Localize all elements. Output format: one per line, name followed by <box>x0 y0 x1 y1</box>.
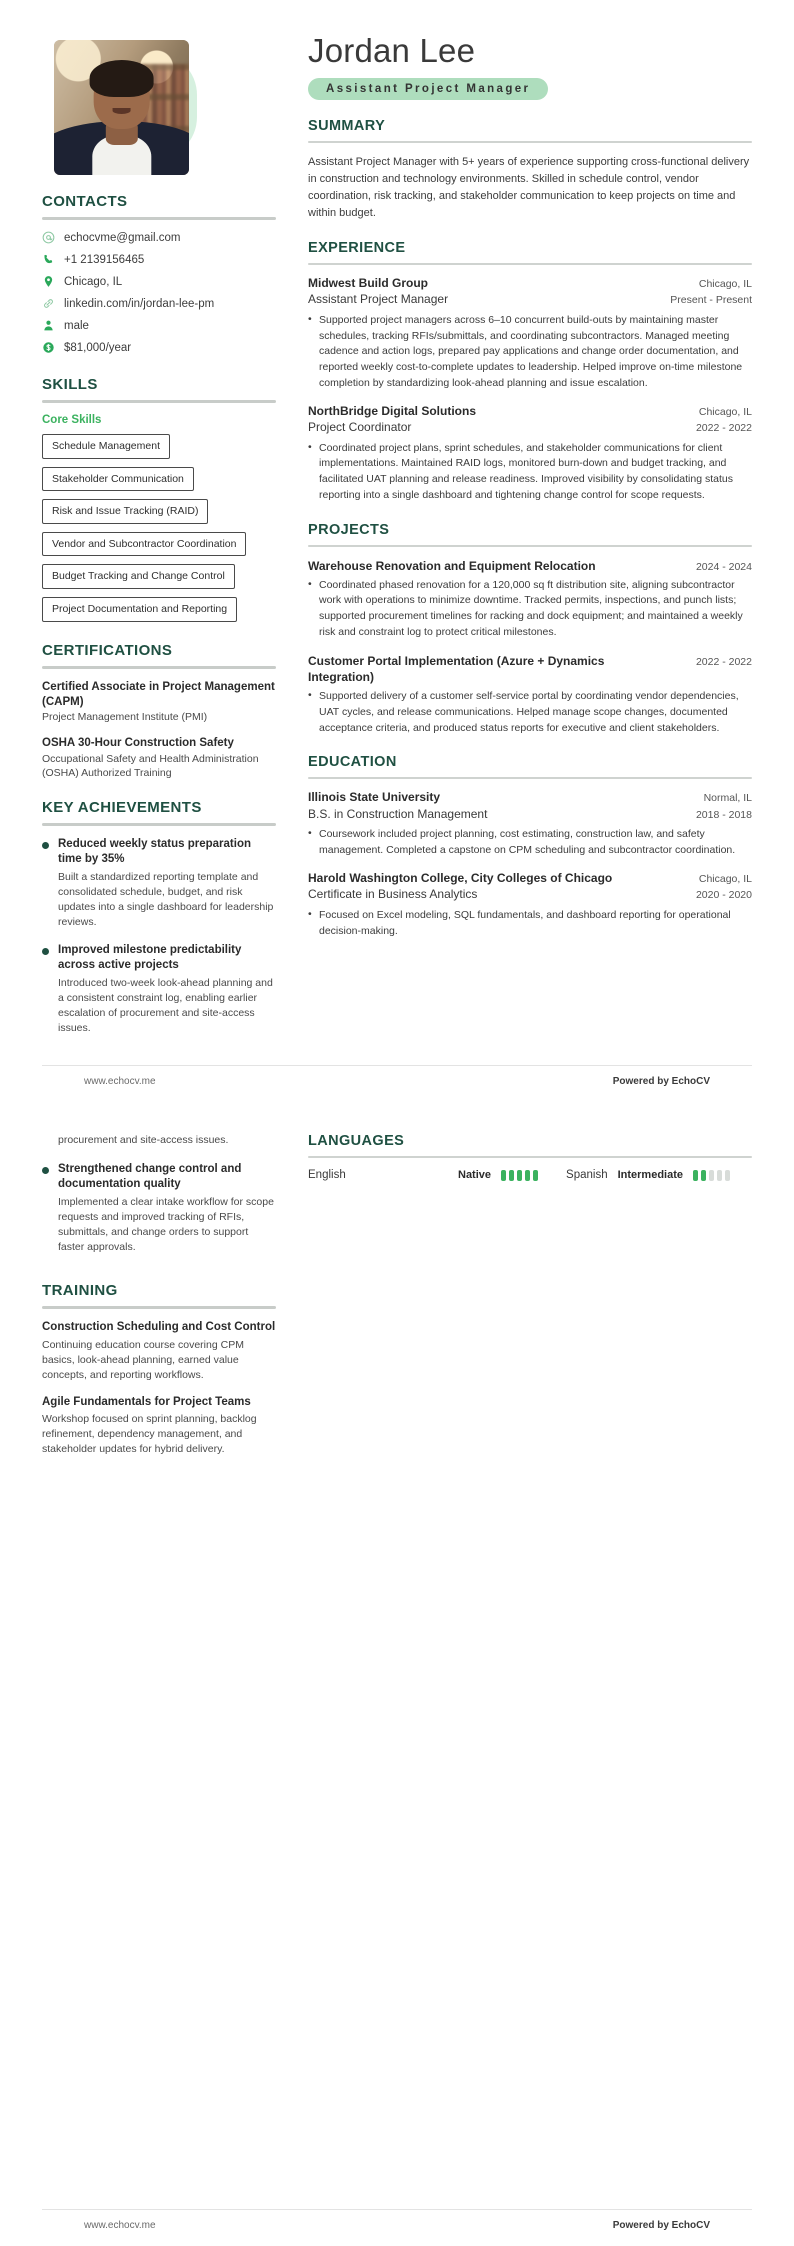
achievements-heading: KEY ACHIEVEMENTS <box>42 798 202 816</box>
contact-email-value: echocvme@gmail.com <box>64 231 181 244</box>
contacts-divider <box>42 217 276 220</box>
footer-site[interactable]: www.echocv.me <box>84 1075 156 1087</box>
achievement-desc: Built a standardized reporting template and consolidated schedule, budget, and risk updates into a single dashboard for leadership reviews. <box>58 871 274 928</box>
contact-salary-value: $81,000/year <box>64 341 132 354</box>
sidebar-continued <box>42 1133 294 1469</box>
summary-section <box>308 118 752 222</box>
language-name: English <box>308 1169 346 1181</box>
projects-heading: PROJECTS <box>308 521 390 538</box>
language-proficiency-dots <box>501 1170 538 1181</box>
training-desc: Continuing education course covering CPM basics, look-ahead planning, earned value concepts, and reporting workflows. <box>42 1338 244 1381</box>
training-desc: Workshop focused on sprint planning, backlog refinement, dependency management, and stakeholder updates for hybrid delivery. <box>42 1413 257 1456</box>
main-content-page2 <box>294 1133 752 1181</box>
education-dates: 2020 - 2020 <box>695 889 752 902</box>
training-heading: TRAINING <box>42 1281 118 1299</box>
footer-powered-by: Powered by EchoCV <box>612 2220 710 2232</box>
bullet-item: • Coordinated phased renovation for a 120,000 sq ft distribution site, aligning subcontractor work with operations to minimize downtime. Tracked permits, inspections, and punch lists; supported procurement timelines for racking and dock equipment; and maintained a weekly risk and constraint log to protect critical milestones. <box>308 578 752 641</box>
languages-section <box>308 1133 752 1181</box>
skill-chip: Project Documentation and Reporting <box>42 597 237 622</box>
resume-sheet-2 <box>0 1123 794 2246</box>
projects-section <box>308 522 752 737</box>
language-level: Intermediate <box>617 1169 684 1181</box>
achievement-desc: Introduced two-week look-ahead planning and a consistent constraint log, enabling earlier escalation of procurement and site-access issues. <box>58 977 273 1034</box>
bullet-item: • Supported project managers across 6–10 concurrent build-outs by maintaining master schedules, tracking RFIs/submittals, and coordinating subcontractors. Managed meeting cadence and action logs, prepared pay applications and change order documentation, and reported weekly cost-to-complete updates to leadership. Helped improve on-time milestone completion by standardizing look-ahead planning and issue escalation. <box>308 313 752 392</box>
avatar <box>54 40 189 175</box>
education-heading: EDUCATION <box>308 754 397 771</box>
education-divider <box>308 777 752 779</box>
experience-item <box>308 404 752 504</box>
education-section <box>308 754 752 939</box>
contact-list <box>42 231 276 354</box>
two-column-layout <box>42 34 752 1049</box>
skills-chip-list <box>42 434 276 622</box>
certification-org: Occupational Safety and Health Administration (OSHA) Authorized Training <box>42 752 259 779</box>
skill-chip: Vendor and Subcontractor Coordination <box>42 532 246 557</box>
training-divider <box>42 1306 276 1309</box>
page-footer-2 <box>42 2209 752 2245</box>
education-dates: 2018 - 2018 <box>695 808 752 821</box>
achievement-title: Improved milestone predictability across active projects <box>58 943 242 972</box>
bullet-item: • Supported delivery of a customer self-service portal by coordinating vendor dependencies, UAT cycles, and release communications. Helped manage scope changes, documented acceptance criteria, and produced status reports for executive and client stakeholders. <box>308 689 752 736</box>
experience-dates: 2022 - 2022 <box>695 422 752 435</box>
achievement-item <box>42 1162 276 1255</box>
achievement-title: Strengthened change control and documentation quality <box>58 1162 242 1191</box>
training-name: Construction Scheduling and Cost Control <box>42 1320 276 1333</box>
experience-role: Project Coordinator <box>308 420 412 435</box>
project-item <box>308 653 752 737</box>
bullet-item: • Focused on Excel modeling, SQL fundamentals, and dashboard reporting for operational decision-making. <box>308 908 752 940</box>
project-bullets <box>308 578 752 641</box>
contact-location-value: Chicago, IL <box>64 275 123 288</box>
email-icon <box>42 231 55 244</box>
languages-heading: LANGUAGES <box>308 1133 405 1149</box>
contact-salary <box>42 341 276 354</box>
contact-phone-value: +1 2139156465 <box>64 253 145 266</box>
experience-divider <box>308 263 752 265</box>
bullet-dot-icon <box>42 1167 49 1174</box>
location-pin-icon <box>42 275 55 288</box>
bullet-dot-icon <box>42 948 49 955</box>
contact-phone[interactable] <box>42 253 276 266</box>
achievement-title: Reduced weekly status preparation time by 35% <box>58 837 252 866</box>
language-level: Native <box>458 1169 492 1181</box>
education-degree: B.S. in Construction Management <box>308 806 488 821</box>
certification-list <box>42 680 276 780</box>
experience-item <box>308 276 752 392</box>
footer-site[interactable]: www.echocv.me <box>84 2220 156 2232</box>
experience-heading: EXPERIENCE <box>308 239 406 256</box>
skill-chip: Risk and Issue Tracking (RAID) <box>42 499 208 524</box>
skill-chip: Schedule Management <box>42 434 170 459</box>
salary-icon <box>42 341 55 354</box>
achievement-item <box>42 837 276 930</box>
link-icon <box>42 297 55 310</box>
experience-location: Chicago, IL <box>698 277 752 290</box>
education-location: Chicago, IL <box>698 872 752 885</box>
education-degree: Certificate in Business Analytics <box>308 887 478 902</box>
skills-heading: SKILLS <box>42 376 98 393</box>
achievement-list-continued <box>42 1133 276 1255</box>
certifications-divider <box>42 666 276 669</box>
experience-bullets <box>308 313 752 392</box>
summary-text: Assistant Project Manager with 5+ years of experience supporting cross-functional delivery in construction and technology environments. Skilled in schedule control, vendor coordination, risk tracking, and stakeholder communication to keep projects on time and within budget. <box>308 155 750 219</box>
page-title: Jordan Lee <box>308 32 476 69</box>
contact-location <box>42 275 276 288</box>
project-title: Warehouse Renovation and Equipment Relocation <box>308 558 596 573</box>
training-name: Agile Fundamentals for Project Teams <box>42 1395 251 1408</box>
contact-linkedin[interactable] <box>42 297 276 310</box>
contact-gender <box>42 319 276 332</box>
language-name: Spanish <box>566 1169 608 1181</box>
languages-divider <box>308 1156 752 1158</box>
education-location: Normal, IL <box>703 792 752 805</box>
education-school: Harold Washington College, City Colleges of Chicago <box>308 870 613 885</box>
summary-divider <box>308 141 752 143</box>
phone-icon <box>42 253 55 266</box>
two-column-layout-page2 <box>42 1133 752 1469</box>
language-row <box>308 1169 752 1181</box>
skills-divider <box>42 400 276 403</box>
education-school: Illinois State University <box>308 790 441 805</box>
skill-chip: Stakeholder Communication <box>42 467 194 492</box>
certification-name: Certified Associate in Project Management (CAPM) <box>42 680 275 708</box>
project-dates: 2022 - 2022 <box>695 655 752 668</box>
project-bullets <box>308 689 752 736</box>
certifications-heading: CERTIFICATIONS <box>42 641 173 659</box>
contact-gender-value: male <box>64 319 89 332</box>
experience-org: NorthBridge Digital Solutions <box>308 403 476 418</box>
certification-name: OSHA 30-Hour Construction Safety <box>42 736 234 749</box>
sidebar <box>42 34 294 1049</box>
person-icon <box>42 319 55 332</box>
experience-bullets <box>308 441 752 504</box>
certification-org: Project Management Institute (PMI) <box>42 711 208 724</box>
job-title-badge: Assistant Project Manager <box>308 78 548 100</box>
education-item <box>308 871 752 939</box>
projects-divider <box>308 545 752 547</box>
experience-section <box>308 240 752 504</box>
footer-powered-by: Powered by EchoCV <box>612 1075 710 1087</box>
certification-item <box>42 680 276 725</box>
skill-chip: Budget Tracking and Change Control <box>42 564 235 589</box>
summary-heading: SUMMARY <box>308 117 386 134</box>
page-footer-1 <box>42 1065 752 1101</box>
achievement-list <box>42 837 276 1036</box>
bullet-item: • Coordinated project plans, sprint schedules, and stakeholder communications for client implementations. Maintained RAID logs, monitored burn-down and budget tracking, and facilitated UAT planning and release readiness. Improved visibility by consolidating status reporting into a single dashboard and tightening change control for scope requests. <box>308 441 752 504</box>
achievements-divider <box>42 823 276 826</box>
bullet-item: • Coursework included project planning, cost estimating, construction law, and safety management. Completed a capstone on CPM scheduling and subcontractor coordination. <box>308 827 752 859</box>
language-proficiency-dots <box>693 1170 730 1181</box>
project-dates: 2024 - 2024 <box>695 560 752 573</box>
profile-photo <box>54 40 189 175</box>
training-list <box>42 1320 276 1457</box>
experience-location: Chicago, IL <box>698 405 752 418</box>
certification-item <box>42 736 276 780</box>
skills-group-title: Core Skills <box>42 414 102 426</box>
contact-linkedin-value: linkedin.com/in/jordan-lee-pm <box>64 297 215 310</box>
training-item <box>42 1320 276 1383</box>
experience-org: Midwest Build Group <box>308 275 428 290</box>
achievement-desc-overflow: procurement and site-access issues. <box>58 1134 229 1146</box>
education-bullets <box>308 908 752 940</box>
project-item <box>308 558 752 641</box>
experience-dates: Present - Present <box>670 294 752 307</box>
achievement-desc: Implemented a clear intake workflow for scope requests and improved tracking of RFIs, submittals, and change orders to support faster approvals. <box>58 1196 274 1253</box>
achievement-item <box>42 943 276 1036</box>
main-content <box>294 34 752 951</box>
training-item <box>42 1395 276 1458</box>
bullet-dot-icon <box>42 842 49 849</box>
project-title: Customer Portal Implementation (Azure + Dynamics Integration) <box>308 653 605 684</box>
contact-email[interactable] <box>42 231 276 244</box>
experience-role: Assistant Project Manager <box>308 292 449 307</box>
education-item <box>308 790 752 858</box>
education-bullets <box>308 827 752 859</box>
contacts-heading: CONTACTS <box>42 193 128 210</box>
